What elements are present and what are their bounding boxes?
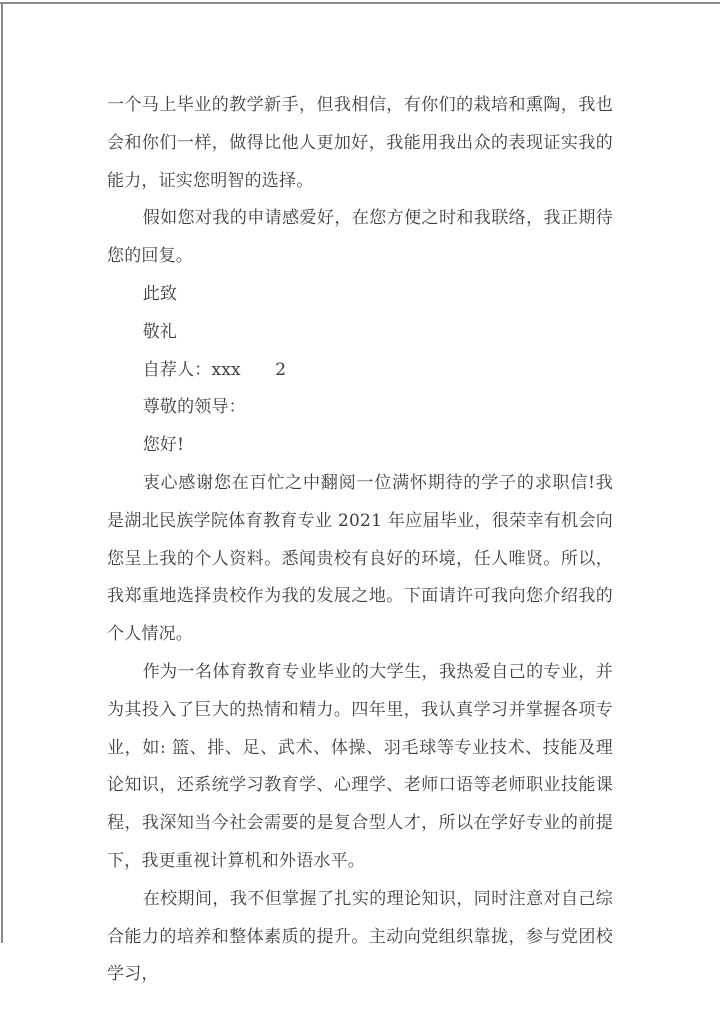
letter-paragraph: 敬礼 xyxy=(142,321,178,342)
letter-paragraph: 您好! xyxy=(142,435,185,456)
letter-paragraph: 一个马上毕业的教学新手，但我相信，有你们的栽培和熏陶，我也会和你们一样，做得比他人更加好，我能用我出众的表现证实我的能力，证实您明智的选择。 xyxy=(107,95,613,191)
letter-paragraph: 衷心感谢您在百忙之中翻阅一位满怀期待的学子的求职信!我是湖北民族学院体育教育专业 2021 年应届毕业，很荣幸有机会向您呈上我的个人资料。悉闻贵校有良好的环境，任人唯贤。所以，我郑重地选择贵校作为我的发展之地。下面请许可我向您介绍我的个人情况。 xyxy=(107,472,613,645)
letter-paragraph: 此致 xyxy=(142,283,178,304)
letter-paragraph: 尊敬的领导： xyxy=(142,397,246,418)
letter-paragraph: 自荐人：xxx 2 xyxy=(142,359,287,380)
letter-paragraph: 在校期间，我不但掌握了扎实的理论知识，同时注意对自己综合能力的培养和整体素质的提升。主动向党组织靠拢，参与党团校学习， xyxy=(107,888,613,985)
letter-paragraph: 假如您对我的申请感爱好，在您方便之时和我联络，我正期待您的回复。 xyxy=(107,208,613,267)
page-border-top xyxy=(0,2,720,4)
letter-paragraph: 作为一名体育教育专业毕业的大学生，我热爱自己的专业，并为其投入了巨大的热情和精力。四年里，我认真学习并掌握各项专业，如: 篮、排、足、武术、体操、羽毛球等专业技术、技能及理论知识，还系统学习教育学、心理学、老师口语等老师职业技能课程，我深知当今社会需要的是复合型人才，所以在学好专业的前提下，我更重视计算机和外语水平。 xyxy=(107,661,613,871)
letter-content xyxy=(107,87,613,994)
page-border-left xyxy=(1,2,3,943)
